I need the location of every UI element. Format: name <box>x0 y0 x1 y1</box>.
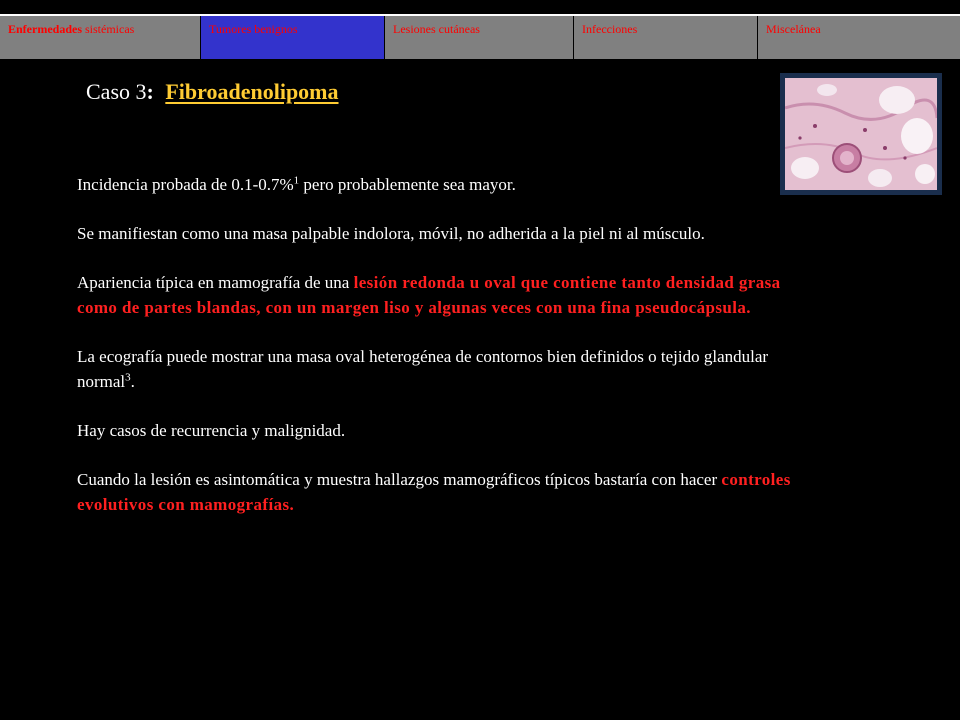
paragraph-management <box>77 467 807 517</box>
paragraph-presentation <box>77 221 807 246</box>
title-colon: : <box>146 79 154 104</box>
page-title <box>86 79 339 105</box>
management-highlight: controles evolutivos con mamografías <box>77 470 791 514</box>
paragraph-ultrasound <box>77 344 807 394</box>
presentation-text: Se manifiestan como una masa palpable indolora, móvil, no adherida a la piel ni al músculo. <box>77 224 705 243</box>
case-title-link[interactable]: Fibroadenolipoma <box>165 79 339 104</box>
tab-tumores-benignos[interactable] <box>201 16 385 60</box>
mammography-text: Apariencia típica en mamografía de una <box>77 273 354 292</box>
paragraph-mammography <box>77 270 807 320</box>
tab-label: Miscelánea <box>766 22 821 36</box>
paragraph-incidence <box>77 172 807 197</box>
incidence-text-end: pero probablemente sea mayor. <box>299 175 516 194</box>
tab-infecciones[interactable] <box>574 16 758 60</box>
paragraph-recurrence <box>77 418 807 443</box>
recurrence-text: Hay casos de recurrencia y malignidad. <box>77 421 346 440</box>
mammography-highlight: lesión redonda u oval que contiene tanto densidad grasa como de partes blandas, con un margen liso y algunas veces con una fina pseudocápsula. <box>77 273 781 317</box>
tab-label: Infecciones <box>582 22 638 36</box>
tab-enfermedades-sistemicas[interactable] <box>0 16 201 60</box>
ultrasound-text-end: . <box>130 372 135 391</box>
case-description <box>77 172 807 541</box>
ultrasound-text: La ecografía puede mostrar una masa oval heterogénea de contornos bien definidos o tejido glandular normal <box>77 347 769 391</box>
management-text: Cuando la lesión es asintomática y muestra hallazgos mamográficos típicos bastaría con hacer <box>77 470 722 489</box>
incidence-text: Incidencia probada de 0.1-0.7% <box>77 175 294 194</box>
tab-label-strong: Enfermedades <box>8 22 82 36</box>
management-text-end: . <box>289 495 295 514</box>
top-navigation <box>0 14 960 60</box>
tab-lesiones-cutaneas[interactable] <box>385 16 574 60</box>
case-number: Caso 3 <box>86 79 147 104</box>
tab-label: Lesiones cutáneas <box>393 22 480 36</box>
reference-superscript: 3 <box>125 371 131 384</box>
tab-label: Tumores benignos <box>209 22 298 36</box>
tab-miscelanea[interactable] <box>758 16 960 60</box>
histology-icon <box>785 78 937 190</box>
tab-label: sistémicas <box>82 22 135 36</box>
reference-superscript: 1 <box>293 174 300 187</box>
